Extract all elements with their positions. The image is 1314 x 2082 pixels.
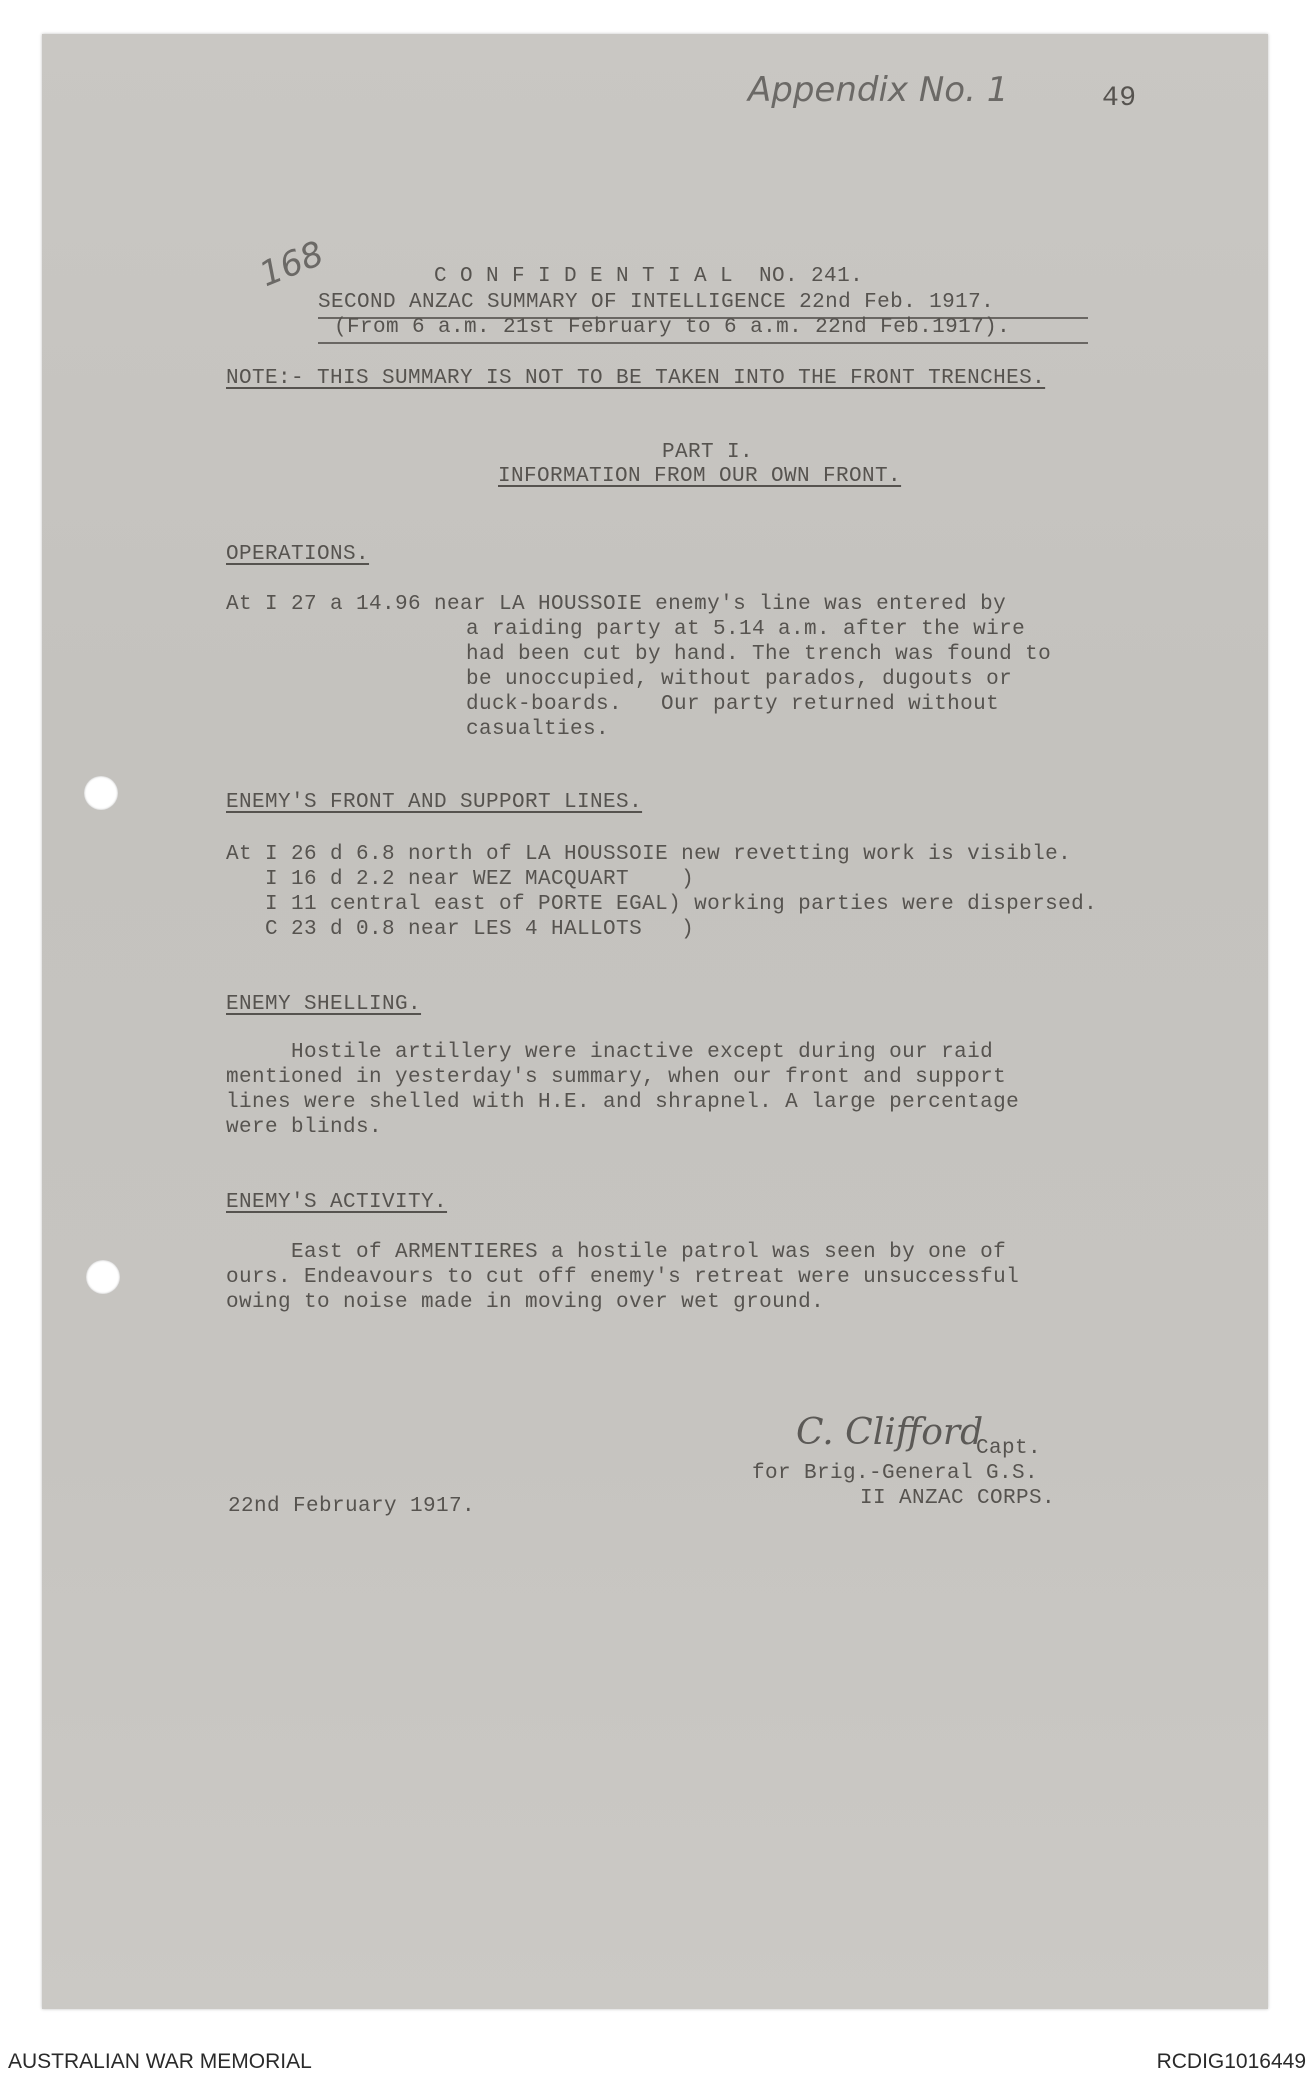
appendix-note: Appendix No. 1 [748,70,1009,110]
operations-line: casualties. [466,718,610,741]
title-underline-2 [318,342,1088,344]
activity-line: ours. Endeavours to cut off enemy's retreat were unsuccessful [226,1266,1020,1289]
front-lines-line: I 16 d 2.2 near WEZ MACQUART ) [226,868,695,891]
document-date: 22nd February 1917. [228,1495,476,1518]
operations-lead: At I 27 a 14.96 near LA HOUSSOIE enemy's line was entered by [226,593,1007,616]
front-lines-line: I 11 central east of PORTE EGAL) working parties were dispersed. [226,893,1098,916]
front-lines-line: At I 26 d 6.8 north of LA HOUSSOIE new revetting work is visible. [226,843,1072,866]
activity-line: owing to noise made in moving over wet ground. [226,1291,825,1314]
activity-heading: ENEMY'S ACTIVITY. [226,1191,448,1214]
footer-institution: AUSTRALIAN WAR MEMORIAL [8,2050,312,2073]
note-line: NOTE:- THIS SUMMARY IS NOT TO BE TAKEN INTO THE FRONT TRENCHES. [226,367,1046,390]
operations-line: duck-boards. Our party returned without [466,693,1000,716]
footer-record-id: RCDIG1016449 [1156,2050,1306,2073]
punch-hole-top [84,776,118,810]
shelling-heading: ENEMY SHELLING. [226,993,422,1016]
page-number: 49 [1102,83,1137,114]
signature-unit: II ANZAC CORPS. [860,1487,1056,1510]
part-title: INFORMATION FROM OUR OWN FRONT. [498,465,902,488]
title-line-period: (From 6 a.m. 21st February to 6 a.m. 22nd Feb.1917). [334,316,1011,339]
title-line-confidential: C O N F I D E N T I A L NO. 241. [434,265,864,288]
operations-line: a raiding party at 5.14 a.m. after the wire [466,618,1026,641]
shelling-line: lines were shelled with H.E. and shrapnel. A large percentage [226,1091,1020,1114]
front-lines-line: C 23 d 0.8 near LES 4 HALLOTS ) [226,918,695,941]
operations-line: be unoccupied, without parados, dugouts or [466,668,1013,691]
handwritten-signature: C. Clifford [796,1412,984,1453]
shelling-line: were blinds. [226,1116,383,1139]
shelling-line: Hostile artillery were inactive except during our raid [226,1041,994,1064]
shelling-line: mentioned in yesterday's summary, when our front and support [226,1066,1007,1089]
signature-rank: Capt. [976,1437,1042,1460]
punch-hole-bottom [86,1260,120,1294]
title-line-summary: SECOND ANZAC SUMMARY OF INTELLIGENCE 22nd Feb. 1917. [318,291,995,314]
folio-number: 168 [254,233,330,296]
activity-line: East of ARMENTIERES a hostile patrol was seen by one of [226,1241,1007,1264]
signature-for-line: for Brig.-General G.S. [752,1462,1039,1485]
operations-line: had been cut by hand. The trench was found to [466,643,1052,666]
operations-heading: OPERATIONS. [226,543,370,566]
front-lines-heading: ENEMY'S FRONT AND SUPPORT LINES. [226,791,643,814]
part-number: PART I. [662,441,754,464]
